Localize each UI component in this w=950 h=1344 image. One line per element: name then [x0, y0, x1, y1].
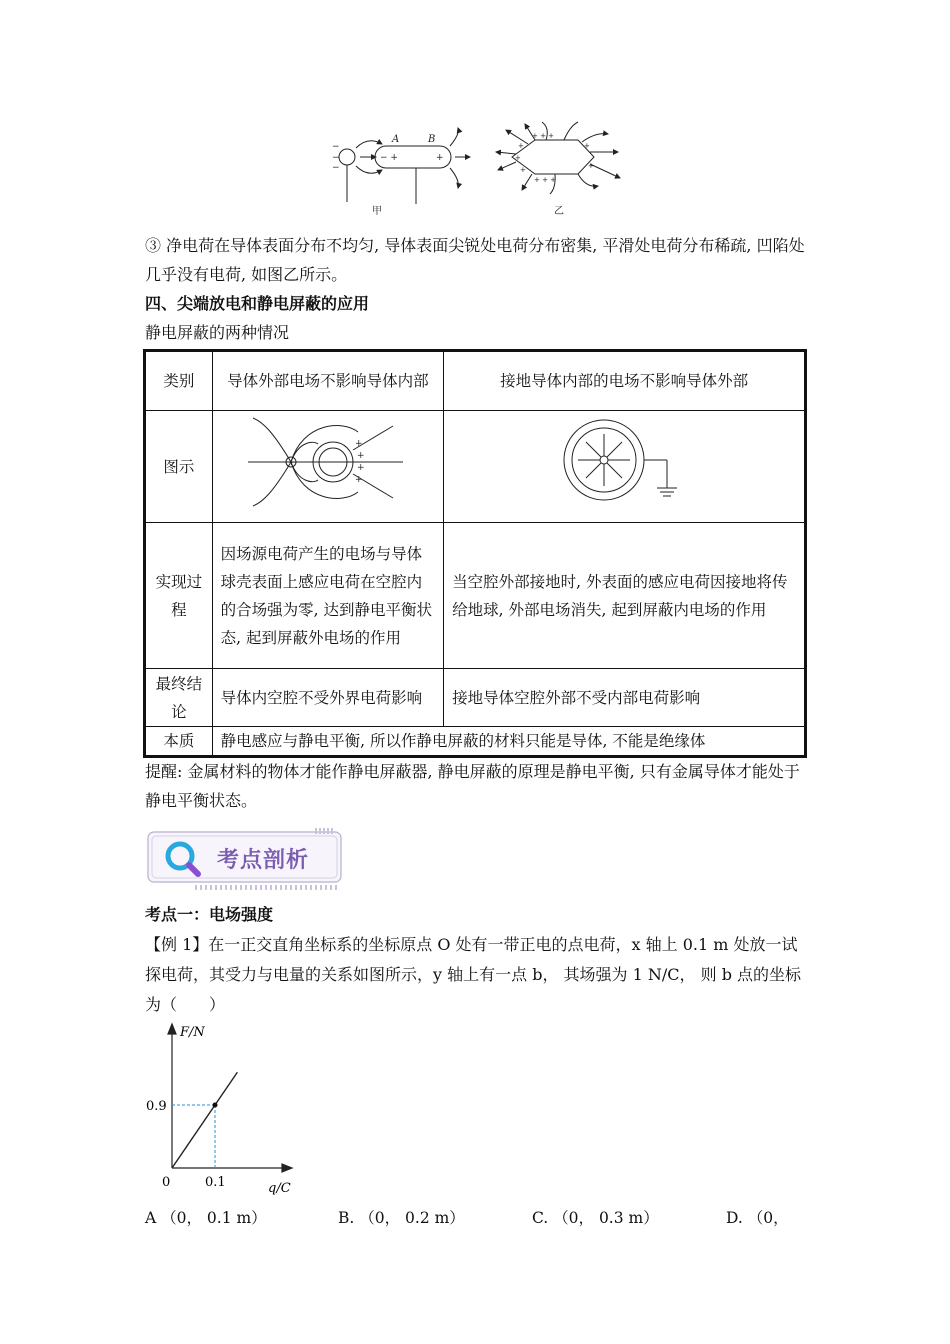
outer-field-diagram [243, 412, 413, 512]
row-essence-text: 静电感应与静电平衡, 所以作静电屏蔽的材料只能是导体, 不能是绝缘体 [212, 727, 805, 757]
row-conclusion-col2: 接地导体空腔外部不受内部电荷影响 [444, 669, 806, 727]
x-axis-arrow [282, 1164, 292, 1172]
figure-grounded [444, 411, 806, 523]
svg-text:+: + [584, 142, 590, 150]
svg-text:+: + [515, 154, 521, 162]
svg-text:+: + [354, 439, 363, 449]
figure-jia-yi [320, 118, 640, 218]
x-tick-label: 0.1 [205, 1175, 226, 1190]
svg-text:−: − [332, 142, 340, 152]
choice-d: D. （0， [726, 1209, 789, 1227]
row-conclusion-col1: 导体内空腔不受外界电荷影响 [212, 669, 444, 727]
row-process-col1: 因场源电荷产生的电场与导体球壳表面上感应电荷在空腔内的合场强为零, 达到静电平衡状态, 起到屏蔽外电场的作用 [212, 523, 444, 669]
header-col1: 导体外部电场不影响导体内部 [212, 351, 444, 411]
choice-c: C. （0， 0.3 m） [532, 1209, 659, 1227]
svg-text:+: + [436, 153, 444, 163]
y-tick-label: 0.9 [146, 1099, 167, 1114]
banner-title: 考点剖析 [217, 848, 310, 873]
shielding-table [143, 349, 807, 758]
svg-text:+ + +: + + + [532, 132, 555, 140]
row-process-col2: 当空腔外部接地时, 外表面的感应电荷因接地将传给地球, 外部电场消失, 起到屏蔽内电场的作用 [444, 523, 806, 669]
example-1: 【例 1】在一正交直角坐标系的坐标原点 O 处有一带正电的点电荷，x 轴上 0.1 m 处放一试探电荷，其受力与电量的关系如图所示，y 轴上有一点 b， 其场强为 1 N/C， 则 b 点的坐标为（ ） [145, 935, 802, 1014]
kaodian-1-title: 考点一：电场强度 [145, 905, 274, 924]
figure-jia [332, 128, 470, 204]
tip: 提醒: 金属材料的物体才能作静电屏蔽器, 静电屏蔽的原理是静电平衡, 只有金属导体才能处于静电平衡状态。 [145, 762, 800, 810]
y-axis-label: F/N [180, 1025, 205, 1040]
x-axis-label: q/C [268, 1181, 291, 1196]
row-essence-label: 本质 [145, 727, 213, 757]
label-b: B [428, 134, 436, 145]
label-yi: 乙 [554, 206, 564, 217]
svg-text:−: − [332, 163, 340, 173]
header-col2: 接地导体内部的电场不影响导体外部 [444, 351, 806, 411]
origin-label: 0 [162, 1175, 171, 1190]
figure-outer-field [212, 411, 444, 523]
y-axis-arrow [168, 1024, 176, 1034]
banner [145, 827, 345, 891]
svg-text:−: − [332, 153, 340, 163]
label-a: A [392, 134, 400, 145]
svg-text:− +: − + [380, 153, 398, 163]
svg-text:+: + [356, 463, 365, 473]
data-line [172, 1072, 237, 1168]
svg-text:+: + [354, 475, 363, 485]
section-4-title: 四、尖端放电和静电屏蔽的应用 [145, 294, 370, 313]
data-point [213, 1103, 218, 1108]
grounded-diagram [559, 412, 689, 512]
choice-a: A （0， 0.1 m） [145, 1209, 267, 1227]
section-4-subtitle: 静电屏蔽的两种情况 [145, 323, 290, 342]
svg-text:+: + [520, 166, 526, 174]
svg-text:+: + [518, 142, 524, 150]
force-charge-graph [140, 1020, 310, 1200]
choice-b: B. （0， 0.2 m） [338, 1209, 465, 1227]
svg-text:+ + +: + + + [534, 176, 557, 184]
svg-text:+: + [588, 162, 594, 170]
row-figure-label: 图示 [145, 411, 213, 523]
magnifier-icon [163, 839, 203, 879]
header-category: 类别 [145, 351, 213, 411]
figure-yi [496, 122, 620, 194]
row-conclusion-label: 最终结论 [145, 669, 213, 727]
row-process-label: 实现过程 [145, 523, 213, 669]
svg-text:+: + [287, 458, 295, 467]
svg-text:+: + [356, 451, 365, 461]
note-3: ③ 净电荷在导体表面分布不均匀, 导体表面尖锐处电荷分布密集, 平滑处电荷分布稀疏, 凹陷处几乎没有电荷, 如图乙所示。 [145, 236, 805, 284]
label-jia: 甲 [372, 206, 382, 217]
